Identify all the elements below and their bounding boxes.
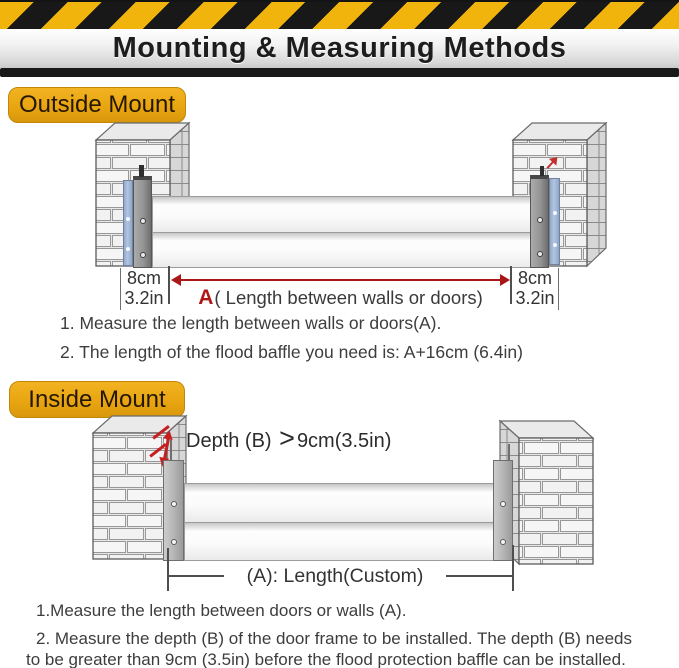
inside-step-2-line1: 2. Measure the depth (B) of the door frame to be installed. The depth (B) needs [36,629,632,648]
seal-dot [126,217,130,221]
flood-baffle-panel [184,483,494,561]
length-custom-label: (A): Length(Custom) [246,565,424,587]
hazard-stripe-banner [0,0,679,29]
offset-label-right [511,268,559,308]
seal-strip-right [549,178,560,265]
length-dimension-arrow-icon [171,274,510,286]
inside-step-1: 1.Measure the length between doors or walls (A). [36,601,407,620]
screw-icon [537,251,543,257]
screw-icon [171,539,177,545]
outside-mount-badge-label: Outside Mount [18,91,176,118]
baffle-board-top [184,483,494,523]
outside-step-2: 2. The length of the flood baffle you need is: A+16cm (6.4in) [60,342,523,362]
seal-dot [553,211,557,215]
mounting-bracket-left [133,176,152,268]
baffle-board-bottom [152,232,532,268]
screw-icon [140,218,146,224]
length-letter: A [198,286,214,309]
length-annotation [171,286,510,310]
offset-label-left [120,268,168,308]
anchor-bolt [139,165,144,177]
screw-icon [140,252,146,258]
screw-icon [500,501,506,507]
extension-line [508,444,510,460]
mounting-plate-left [163,460,184,561]
screw-icon [537,217,543,223]
offset-in: 3.2in [124,288,164,308]
screw-icon [500,539,506,545]
seal-dot [126,247,130,251]
offset-in: 3.2in [515,288,555,308]
mounting-bracket-right [530,175,549,268]
greater-than-sign: > [279,423,295,453]
dimension-line-left [169,575,224,577]
inside-step-2-line2: to be greater than 9cm (3.5in) before the flood protection baffle can be installed. [26,650,626,668]
anchor-bolt [540,166,544,176]
dimension-tick-left [167,548,169,591]
seal-strip-left [123,180,133,266]
seal-dot [553,243,557,247]
depth-label: Depth (B) [186,430,278,452]
title-underline-bar [0,68,679,77]
dimension-tick-right [512,545,514,591]
title-banner [0,29,679,68]
baffle-board-top [152,196,532,233]
dimension-line-right [446,575,512,577]
depth-annotation [186,423,392,453]
page-title: Mounting & Measuring Methods [112,32,567,64]
flood-baffle-panel [152,196,532,268]
depth-value: 9cm(3.5in) [296,430,392,452]
length-text: ( Length between walls or doors) [214,287,483,308]
screw-icon [171,501,177,507]
offset-cm: 8cm [126,268,161,288]
inside-mount-badge-label: Inside Mount [28,385,166,413]
mounting-plate-right [493,460,513,561]
dimension-tick-left [168,266,170,304]
outside-step-1: 1. Measure the length between walls or doors(A). [60,313,442,333]
offset-cm: 8cm [517,268,552,288]
baffle-board-bottom [184,522,494,561]
